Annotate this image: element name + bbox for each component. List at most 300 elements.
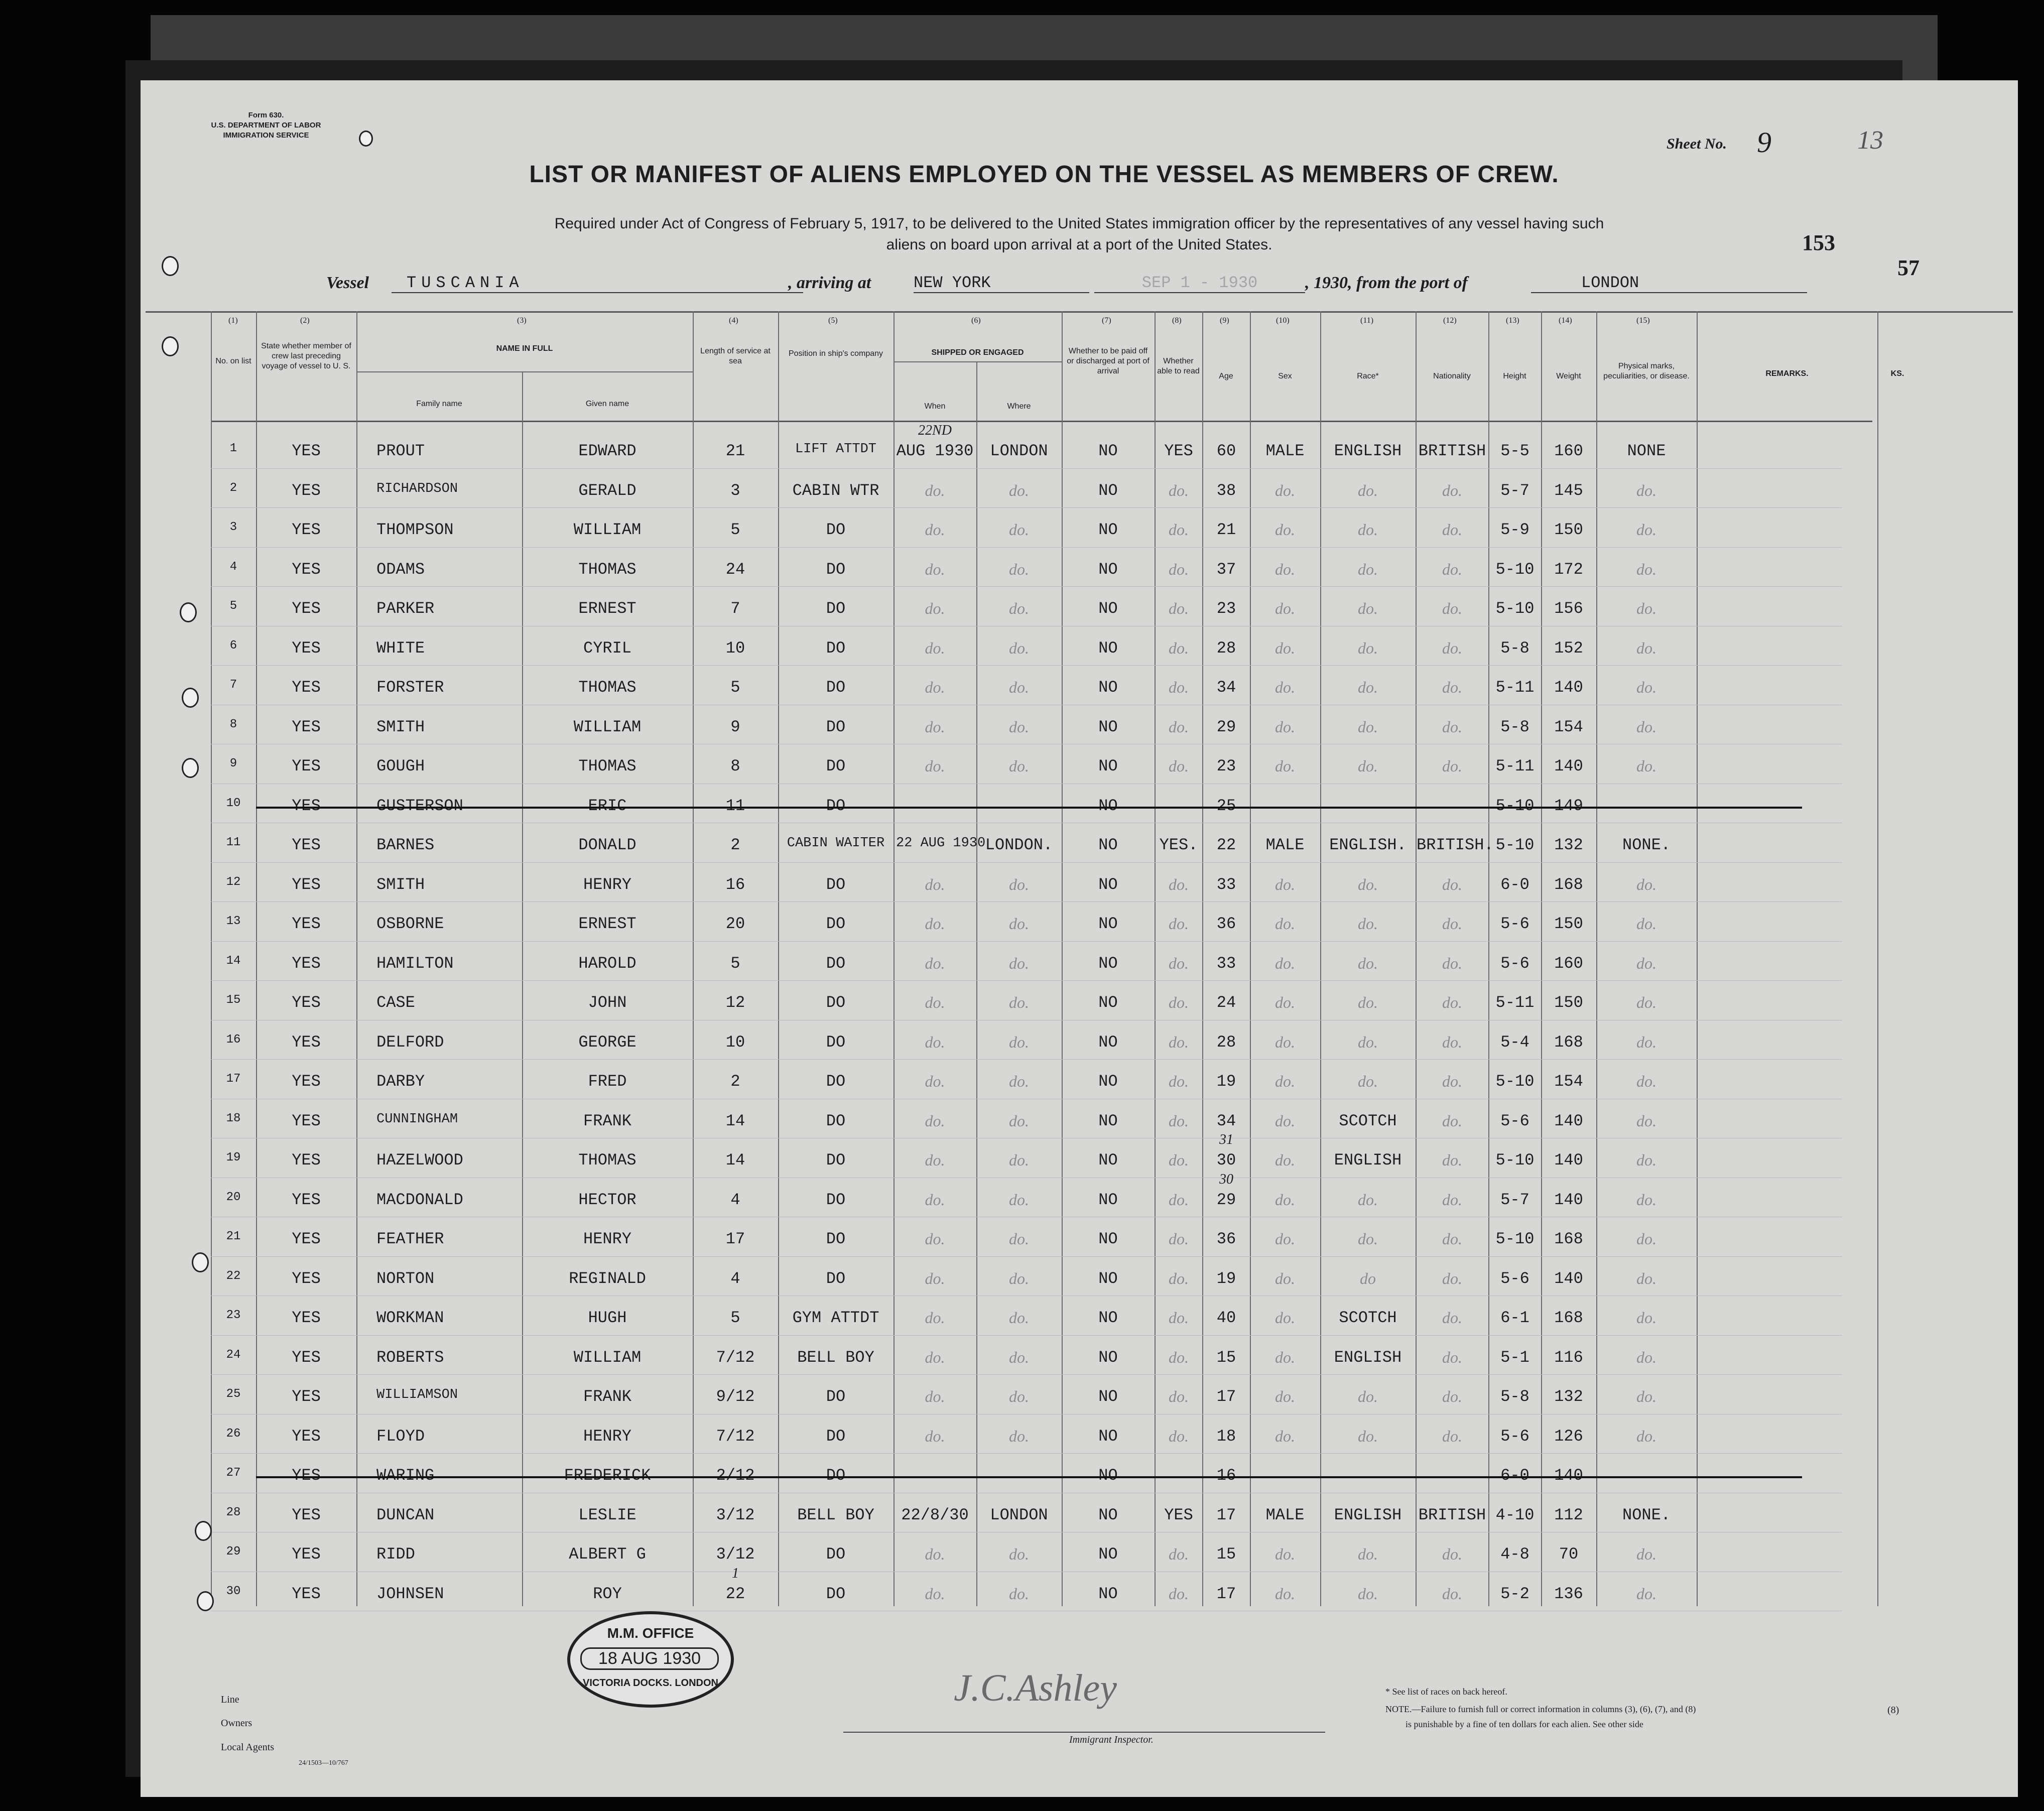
cell-paid: NO [1098, 521, 1118, 539]
cell-family: BARNES [376, 836, 435, 854]
cell-when: do. [925, 1072, 945, 1090]
cell-age: 18 [1216, 1427, 1236, 1446]
cell-physical: do. [1636, 1111, 1656, 1130]
cell-read: do. [1169, 1348, 1189, 1366]
cell-paid: NO [1098, 1269, 1118, 1288]
cell-race: SCOTCH [1339, 1309, 1397, 1327]
header-weight: Weight [1556, 372, 1581, 380]
cell-nationality: do. [1442, 875, 1462, 893]
cell-read: do. [1169, 1190, 1189, 1209]
cell-length: 7/12 [716, 1427, 755, 1446]
cell-paid: NO [1098, 1505, 1118, 1524]
cell-age: 36 [1216, 915, 1236, 933]
cell-weight: 112 [1554, 1505, 1583, 1524]
cell-family: HAZELWOOD [376, 1151, 463, 1170]
cell-sex: do. [1275, 560, 1295, 578]
cell-nationality: do. [1442, 1072, 1462, 1090]
cell-race: do. [1358, 915, 1378, 933]
cell-weight: 168 [1554, 1032, 1583, 1052]
cell-race: do [1360, 1269, 1376, 1287]
cell-state: YES [292, 1269, 321, 1288]
cell-no: 8 [229, 717, 237, 731]
cell-family: FEATHER [376, 1230, 444, 1248]
cell-length: 3/12 [716, 1505, 755, 1524]
cell-no: 15 [226, 993, 241, 1007]
cell-sex: do. [1275, 1032, 1295, 1051]
cell-state: YES [292, 638, 321, 658]
cell-weight: 140 [1554, 757, 1583, 775]
col-divider [256, 311, 257, 1606]
cell-where: do. [1009, 1032, 1029, 1051]
cell-read: YES [1164, 1505, 1193, 1524]
cell-position: DO [826, 1387, 846, 1406]
cell-age: 28 [1216, 638, 1236, 658]
col-divider [1697, 311, 1698, 1606]
cell-paid: NO [1098, 1466, 1118, 1485]
cell-when_top: 22ND [918, 423, 952, 438]
cell-length: 2 [730, 1072, 740, 1091]
cell-state: YES [292, 954, 321, 973]
cell-where: do. [1009, 1111, 1029, 1130]
cell-physical: do. [1636, 599, 1656, 617]
cell-age: 23 [1216, 757, 1236, 775]
cell-race: do. [1358, 1230, 1378, 1248]
stamp-top: M.M. OFFICE [607, 1625, 694, 1641]
col-divider [1877, 311, 1878, 1606]
cell-paid: NO [1098, 954, 1118, 973]
cell-no: 18 [226, 1111, 241, 1125]
cell-read: do. [1169, 915, 1189, 933]
header-shipped: SHIPPED OR ENGAGED [931, 348, 1024, 357]
cell-where: do. [1009, 1190, 1029, 1209]
cell-sex: do. [1275, 875, 1295, 893]
cell-where: do. [1009, 1151, 1029, 1169]
cell-no: 2 [229, 481, 237, 495]
cell-read: do. [1169, 717, 1189, 736]
name-subheader-line [356, 371, 693, 372]
cell-physical: do. [1636, 875, 1656, 893]
cell-state: YES [292, 1072, 321, 1091]
cell-length: 9 [730, 717, 740, 736]
cell-family: RIDD [376, 1545, 415, 1564]
cell-position: DO [826, 1190, 846, 1209]
cell-nationality: do. [1442, 1032, 1462, 1051]
cell-where: do. [1009, 1387, 1029, 1405]
cell-height: 5-11 [1495, 757, 1535, 775]
cell-read: do. [1169, 1309, 1189, 1327]
cell-read: do. [1169, 1072, 1189, 1090]
cell-state: YES [292, 1111, 321, 1130]
cell-weight: 149 [1554, 796, 1583, 815]
cell-no: 28 [226, 1505, 241, 1519]
cell-position: CABIN WAITER [787, 836, 885, 851]
header-paid-off: Whether to be paid off or discharged at port of arrival [1067, 347, 1149, 375]
cell-read: do. [1169, 1151, 1189, 1169]
cell-height: 5-6 [1500, 915, 1529, 933]
punch-hole [182, 688, 199, 708]
cell-race: do. [1358, 1190, 1378, 1209]
arrival-port: NEW YORK [914, 274, 1089, 293]
header-no-on-list: No. on list [215, 357, 251, 365]
header-family-name: Family name [416, 400, 462, 408]
cell-family: HAMILTON [376, 954, 454, 973]
cell-no: 5 [229, 599, 237, 613]
cell-physical: do. [1636, 1427, 1656, 1445]
strikethrough-line [256, 807, 1802, 809]
cell-state: YES [292, 993, 321, 1012]
header-name-in-full: NAME IN FULL [496, 344, 553, 353]
cell-when: do. [925, 481, 945, 499]
cell-sex: do. [1275, 1348, 1295, 1366]
col-num: (12) [1443, 316, 1457, 325]
cell-physical: do. [1636, 481, 1656, 499]
cell-nationality: BRITISH. [1417, 836, 1494, 854]
cell-position: CABIN WTR [792, 481, 879, 500]
cell-weight: 140 [1554, 1151, 1583, 1170]
cell-given: WILLIAM [573, 1348, 642, 1367]
cell-age: 29 [1216, 717, 1236, 736]
cell-state: YES [292, 796, 321, 815]
cell-sex: do. [1275, 1230, 1295, 1248]
cell-sex: do. [1275, 1190, 1295, 1209]
stamp-date: 18 AUG 1930 [580, 1647, 719, 1670]
cell-given: THOMAS [578, 757, 636, 775]
cell-nationality: do. [1442, 678, 1462, 696]
cell-length: 10 [725, 1032, 745, 1052]
cell-when: do. [925, 1427, 945, 1445]
cell-length: 10 [725, 638, 745, 658]
cell-state: YES [292, 1309, 321, 1327]
cell-given: JOHN [588, 993, 627, 1012]
cell-length_note: 1 [732, 1565, 739, 1581]
cell-age: 15 [1216, 1348, 1236, 1367]
subtitle-line-2: aliens on board upon arrival at a port of the United States. [886, 236, 1272, 253]
col-divider [778, 311, 779, 1606]
cell-where: do. [1009, 1427, 1029, 1445]
cell-when: do. [925, 560, 945, 578]
cell-no: 30 [226, 1584, 241, 1598]
cell-where: do. [1009, 954, 1029, 972]
cell-given: GERALD [578, 481, 636, 500]
cell-read: do. [1169, 1584, 1189, 1603]
cell-given: FRANK [583, 1111, 631, 1130]
cell-weight: 152 [1554, 638, 1583, 658]
cell-no: 12 [226, 875, 241, 889]
cell-length: 24 [725, 560, 745, 579]
cell-position: DO [826, 796, 846, 815]
cell-physical: do. [1636, 717, 1656, 736]
row-rule [211, 507, 1842, 508]
cell-where: do. [1009, 1072, 1029, 1090]
cell-no: 4 [229, 560, 237, 574]
cell-length: 7 [730, 599, 740, 618]
vessel-label: Vessel [326, 274, 369, 292]
inspector-signature: J.C.Ashley [954, 1667, 1117, 1709]
cell-position: DO [826, 1111, 846, 1130]
cell-state: YES [292, 717, 321, 736]
cell-position: DO [826, 954, 846, 973]
cell-where: do. [1009, 757, 1029, 775]
row-rule [211, 941, 1842, 942]
cell-when: do. [925, 954, 945, 972]
row-rule [211, 1453, 1842, 1454]
cell-height: 6-1 [1500, 1309, 1529, 1327]
cell-where: do. [1009, 1348, 1029, 1366]
cell-state: YES [292, 1230, 321, 1248]
cell-age: 34 [1216, 1111, 1236, 1130]
cell-given: HECTOR [578, 1190, 636, 1209]
cell-state: YES [292, 1387, 321, 1406]
header-position: Position in ship's company [788, 349, 883, 358]
cell-weight: 140 [1554, 1190, 1583, 1209]
cell-where: do. [1009, 521, 1029, 539]
cell-paid: NO [1098, 915, 1118, 933]
punch-hole [162, 336, 179, 356]
cell-read: do. [1169, 481, 1189, 499]
cell-race: do. [1358, 875, 1378, 893]
inspector-label: Immigrant Inspector. [1069, 1734, 1154, 1745]
cell-paid: NO [1098, 875, 1118, 894]
punch-hole [197, 1591, 214, 1611]
cell-age: 38 [1216, 481, 1236, 500]
cell-state: YES [292, 1032, 321, 1052]
header-bottom-border [211, 421, 1872, 422]
cell-when: do. [925, 638, 945, 657]
form-number: Form 630. [248, 111, 284, 119]
cell-when: do. [925, 1230, 945, 1248]
cell-race: SCOTCH [1339, 1111, 1397, 1130]
cell-weight: 150 [1554, 993, 1583, 1012]
footer-note-2: NOTE.—Failure to furnish full or correct information in columns (3), (6), (7), and (8) [1385, 1704, 1696, 1714]
cell-family: PROUT [376, 442, 425, 460]
cell-weight: 116 [1554, 1348, 1583, 1367]
cell-weight: 140 [1554, 1111, 1583, 1130]
col-divider [693, 311, 694, 1606]
cell-height: 6-0 [1500, 875, 1529, 894]
cell-paid: NO [1098, 1427, 1118, 1446]
cell-sex: do. [1275, 1545, 1295, 1563]
cell-no: 24 [226, 1348, 241, 1362]
cell-when: do. [925, 915, 945, 933]
cell-length: 3/12 [716, 1545, 755, 1564]
cell-where: do. [1009, 560, 1029, 578]
cell-physical: do. [1636, 915, 1656, 933]
cell-height: 5-7 [1500, 481, 1529, 500]
cell-paid: NO [1098, 796, 1118, 815]
cell-nationality: do. [1442, 993, 1462, 1011]
strikethrough-line [256, 1476, 1802, 1478]
cell-weight: 160 [1554, 442, 1583, 460]
cell-paid: NO [1098, 757, 1118, 775]
cell-position: DO [826, 915, 846, 933]
cell-physical: do. [1636, 521, 1656, 539]
punch-hole [162, 256, 179, 276]
cell-given: THOMAS [578, 560, 636, 579]
header-when: When [924, 402, 946, 411]
cell-race: do. [1358, 1032, 1378, 1051]
row-rule [211, 547, 1842, 548]
cell-when: do. [925, 993, 945, 1011]
cell-read: do. [1169, 1427, 1189, 1445]
cell-no: 20 [226, 1190, 241, 1204]
cell-where: do. [1009, 1269, 1029, 1287]
table-top-border [146, 311, 2013, 313]
cell-race: do. [1358, 599, 1378, 617]
cell-where: do. [1009, 481, 1029, 499]
cell-family: CASE [376, 993, 415, 1012]
row-rule [211, 1374, 1842, 1375]
cell-no: 26 [226, 1427, 241, 1441]
cell-age: 33 [1216, 954, 1236, 973]
header-given-name: Given name [585, 400, 629, 408]
cell-position: DO [826, 757, 846, 775]
cell-family: FORSTER [376, 678, 444, 697]
cell-state: YES [292, 1584, 321, 1603]
cell-no: 17 [226, 1072, 241, 1086]
cell-height: 5-11 [1495, 993, 1535, 1012]
cell-height: 5-10 [1495, 836, 1535, 854]
cell-state: YES [292, 442, 321, 460]
cell-no: 7 [229, 678, 237, 692]
stamp-bottom: VICTORIA DOCKS. LONDON [582, 1677, 718, 1689]
cell-height: 5-9 [1500, 521, 1529, 539]
cell-given: THOMAS [578, 1151, 636, 1170]
cell-position: DO [826, 717, 846, 736]
cell-nationality: do. [1442, 1387, 1462, 1405]
cell-given: FRED [588, 1072, 627, 1091]
cell-position: DO [826, 1545, 846, 1564]
from-port: LONDON [1531, 274, 1807, 293]
cell-sex: MALE [1265, 836, 1305, 854]
cell-height: 5-1 [1500, 1348, 1529, 1367]
cell-height: 5-10 [1495, 1072, 1535, 1091]
cell-family: WILLIAMSON [376, 1387, 458, 1402]
cell-length: 21 [725, 442, 745, 460]
cell-weight: 168 [1554, 1230, 1583, 1248]
cell-physical: do. [1636, 638, 1656, 657]
cell-height: 6-0 [1500, 1466, 1529, 1485]
cell-age: 17 [1216, 1387, 1236, 1406]
cell-no: 9 [229, 757, 237, 770]
cell-family: ODAMS [376, 560, 425, 579]
cell-race: ENGLISH [1334, 1505, 1402, 1524]
cell-read: YES. [1159, 836, 1198, 854]
cell-when: 22/8/30 [901, 1505, 969, 1524]
cell-position: DO [826, 1072, 846, 1091]
vessel-name: TUSCANIA [392, 274, 803, 293]
cell-where: do. [1009, 1230, 1029, 1248]
cell-when: 22 AUG 1930 [896, 836, 986, 851]
cell-height: 5-6 [1500, 1427, 1529, 1446]
cell-state: YES [292, 1505, 321, 1524]
cell-race: do. [1358, 1427, 1378, 1445]
cell-sex: do. [1275, 915, 1295, 933]
cell-read: do. [1169, 875, 1189, 893]
cell-no: 13 [226, 915, 241, 928]
cell-where: do. [1009, 599, 1029, 617]
col-divider [976, 361, 977, 1606]
cell-nationality: do. [1442, 1230, 1462, 1248]
subtitle [301, 213, 1857, 255]
cell-weight: 70 [1559, 1545, 1579, 1564]
cell-read: do. [1169, 1111, 1189, 1130]
cell-height: 5-2 [1500, 1584, 1529, 1603]
cell-read: do. [1169, 1545, 1189, 1563]
manifest-page [141, 80, 2018, 1797]
cell-height: 5-10 [1495, 599, 1535, 618]
stamp-number: 153 [1802, 230, 1835, 255]
cell-where: do. [1009, 1545, 1029, 1563]
footer-note-3: is punishable by a fine of ten dollars for each alien. See other side [1406, 1719, 1643, 1729]
cell-position: LIFT ATTDT [795, 442, 877, 457]
cell-given: FRANK [583, 1387, 631, 1406]
cell-nationality: do. [1442, 638, 1462, 657]
row-rule [211, 1335, 1842, 1336]
col-num: (1) [228, 316, 238, 325]
cell-where: do. [1009, 638, 1029, 657]
col-divider [522, 371, 523, 1606]
cell-nationality: do. [1442, 1190, 1462, 1209]
cell-when: do. [925, 1545, 945, 1563]
cell-when: do. [925, 1111, 945, 1130]
cell-position: BELL BOY [797, 1505, 874, 1524]
cell-paid: NO [1098, 442, 1118, 460]
cell-age: 17 [1216, 1505, 1236, 1524]
cell-sex: do. [1275, 717, 1295, 736]
cell-nationality: do. [1442, 1309, 1462, 1327]
from-port-label: , 1930, from the port of [1305, 274, 1468, 292]
cell-no: 14 [226, 954, 241, 968]
cell-state: YES [292, 1545, 321, 1564]
cell-position: DO [826, 1584, 846, 1603]
cell-sex: do. [1275, 599, 1295, 617]
cell-no: 23 [226, 1309, 241, 1322]
col-num: (4) [729, 316, 738, 325]
cell-family: NORTON [376, 1269, 435, 1288]
row-rule [211, 1059, 1842, 1060]
row-rule [211, 901, 1842, 902]
row-rule [211, 862, 1842, 863]
cell-family: WARING [376, 1466, 435, 1485]
cell-when: do. [925, 1032, 945, 1051]
cell-state: YES [292, 560, 321, 579]
cell-no: 1 [229, 442, 237, 455]
cell-no: 19 [226, 1151, 241, 1165]
cell-length: 4 [730, 1190, 740, 1209]
cell-read: do. [1169, 1032, 1189, 1051]
cell-nationality: BRITISH [1418, 1505, 1486, 1524]
row-rule [211, 468, 1842, 469]
punch-hole [195, 1521, 212, 1541]
cell-family: CUNNINGHAM [376, 1111, 458, 1127]
cell-family: OSBORNE [376, 915, 444, 933]
cell-position: DO [826, 560, 846, 579]
cell-nationality: do. [1442, 954, 1462, 972]
cell-height: 5-6 [1500, 954, 1529, 973]
cell-race: do. [1358, 1545, 1378, 1563]
cell-no: 29 [226, 1545, 241, 1559]
cell-nationality: do. [1442, 1348, 1462, 1366]
col-divider [1062, 311, 1063, 1606]
cell-physical: NONE. [1622, 1505, 1671, 1524]
cell-when: do. [925, 757, 945, 775]
cell-where: LONDON [990, 442, 1048, 460]
cell-height: 4-8 [1500, 1545, 1529, 1564]
form-department: U.S. DEPARTMENT OF LABOR [211, 121, 321, 130]
cell-weight: 132 [1554, 1387, 1583, 1406]
cell-physical: do. [1636, 1151, 1656, 1169]
cell-position: DO [826, 678, 846, 697]
